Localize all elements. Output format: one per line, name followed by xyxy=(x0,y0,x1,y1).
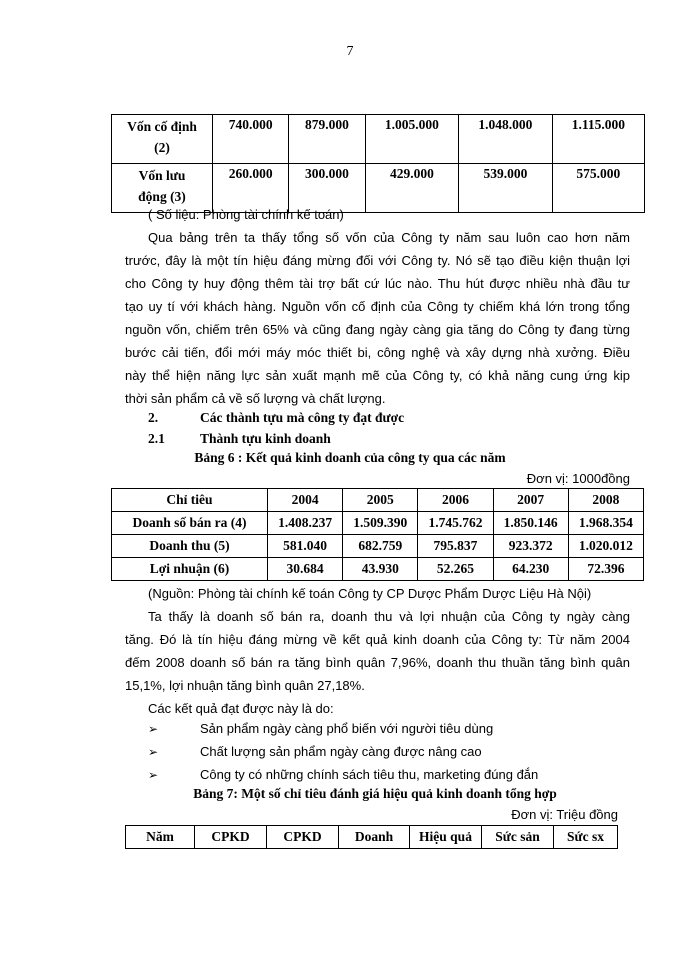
subsection-heading: Thành tựu kinh doanh xyxy=(200,431,331,446)
table-row xyxy=(112,115,645,164)
paragraph-line: 15,1%, lợi nhuận tăng bình quân 27,18%. xyxy=(125,678,365,693)
list-item: Chất lượng sản phẩm ngày càng được nâng cao xyxy=(200,744,482,759)
table-cell: 30.684 xyxy=(268,558,343,581)
table-cell: 1.509.390 xyxy=(343,512,418,535)
arrow-bullet-icon: ➢ xyxy=(148,745,159,759)
business-results-table xyxy=(111,488,644,581)
paragraph-line: này thể hiện năng lực sản xuất mạnh mẽ của Công ty, có khả năng cung ứng kip xyxy=(125,368,630,383)
table-cell: 575.000 xyxy=(552,164,644,213)
column-header: Sức sx xyxy=(554,826,618,849)
table-cell: 1.005.000 xyxy=(365,115,459,164)
table-header-row xyxy=(112,489,644,512)
row-label: Vốn lưu động (3) xyxy=(112,164,213,213)
column-header: 2008 xyxy=(568,489,643,512)
table-cell: 740.000 xyxy=(213,115,289,164)
efficiency-table xyxy=(125,825,618,849)
column-header: Doanh xyxy=(339,826,410,849)
table-cell: 1.745.762 xyxy=(418,512,493,535)
paragraph-line: trước, đây là một tín hiệu đáng mừng đối với Công ty. Nó sẽ tạo điều kiện thuận lợi xyxy=(125,253,630,268)
table-header-row xyxy=(126,826,618,849)
paragraph-line: tăng. Đó là tín hiệu đáng mừng về kết quả kinh doanh của Công ty: Từ năm 2004 xyxy=(125,632,630,647)
column-header: CPKD xyxy=(267,826,339,849)
heading-number: 2. xyxy=(148,410,159,425)
list-item: Công ty có những chính sách tiêu thu, marketing đúng đắn xyxy=(200,767,539,782)
paragraph-line: tạo uy tí với khách hàng. Nguồn vốn cố định của Công ty chiếm khá lớn trong tổng xyxy=(125,299,630,314)
table-cell: 64.230 xyxy=(493,558,568,581)
table-cell: 1.115.000 xyxy=(552,115,644,164)
column-header: Năm xyxy=(126,826,195,849)
table-cell: 300.000 xyxy=(289,164,365,213)
table-cell: 923.372 xyxy=(493,535,568,558)
paragraph-line: thời sản phẩm cả về số lượng và chất lượng. xyxy=(125,391,386,406)
column-header: 2005 xyxy=(343,489,418,512)
heading-number: 2.1 xyxy=(148,431,165,446)
table-cell: 43.930 xyxy=(343,558,418,581)
section-heading: Các thành tựu mà công ty đạt được xyxy=(200,410,405,425)
page-number: 7 xyxy=(346,44,354,59)
table-cell: 52.265 xyxy=(418,558,493,581)
results-intro: Các kết quả đạt được này là do: xyxy=(148,701,334,716)
column-header: Chỉ tiêu xyxy=(112,489,268,512)
table6-caption: Bảng 6 : Kết quả kinh doanh của công ty qua các năm xyxy=(194,450,506,465)
column-header: 2006 xyxy=(418,489,493,512)
paragraph-line: bước cải tiến, đổi mới máy móc thiết bi, công nghệ và xây dựng nhà xưởng. Điều xyxy=(125,345,630,360)
table-cell: 429.000 xyxy=(365,164,459,213)
capital-table xyxy=(111,114,645,213)
table-cell: 879.000 xyxy=(289,115,365,164)
paragraph-line: Ta thấy là doanh số bán ra, doanh thu và lợi nhuận của Công ty ngày càng xyxy=(148,609,630,624)
row-label: Vốn cố định (2) xyxy=(112,115,213,164)
table-cell: 1.850.146 xyxy=(493,512,568,535)
table-cell: 72.396 xyxy=(568,558,643,581)
column-header: 2007 xyxy=(493,489,568,512)
table-cell: 581.040 xyxy=(268,535,343,558)
table-cell: 682.759 xyxy=(343,535,418,558)
table-cell: 260.000 xyxy=(213,164,289,213)
arrow-bullet-icon: ➢ xyxy=(148,722,159,736)
table-cell: 1.968.354 xyxy=(568,512,643,535)
table-cell: 539.000 xyxy=(459,164,553,213)
arrow-bullet-icon: ➢ xyxy=(148,768,159,782)
table1-source: ( Số liệu: Phòng tài chính kế toán) xyxy=(148,207,344,222)
paragraph-line: Qua bảng trên ta thấy tổng số vốn của Công ty năm sau luôn cao hơn năm xyxy=(148,230,630,245)
column-header: Hiệu quả xyxy=(410,826,482,849)
column-header: Sức sản xyxy=(482,826,554,849)
row-label: Doanh thu (5) xyxy=(112,535,268,558)
table-cell: 1.048.000 xyxy=(459,115,553,164)
column-header: 2004 xyxy=(268,489,343,512)
paragraph-line: đếm 2008 doanh số bán ra tăng bình quân 7,96%, doanh thu thuần tăng bình quân xyxy=(125,655,630,670)
table-row xyxy=(112,535,644,558)
table6-unit: Đơn vị: 1000đồng xyxy=(526,471,630,486)
table-cell: 795.837 xyxy=(418,535,493,558)
table-cell: 1.408.237 xyxy=(268,512,343,535)
paragraph-line: cho Công ty huy động thêm tài trợ bất cứ lúc nào. Thu hút được nhiều nhà đầu tư xyxy=(125,276,630,291)
table-row xyxy=(112,512,644,535)
paragraph-line: nguồn vốn, chiếm trên 65% và cũng đang ngày càng gia tăng do Công ty đang từng xyxy=(125,322,630,337)
table-row xyxy=(112,558,644,581)
row-label: Lợi nhuận (6) xyxy=(112,558,268,581)
table7-unit: Đơn vị: Triệu đồng xyxy=(511,807,618,822)
row-label: Doanh số bán ra (4) xyxy=(112,512,268,535)
table-cell: 1.020.012 xyxy=(568,535,643,558)
column-header: CPKD xyxy=(195,826,267,849)
table7-caption: Bảng 7: Một số chỉ tiêu đánh giá hiệu quả kinh doanh tổng hợp xyxy=(193,786,557,801)
table6-source: (Nguồn: Phòng tài chính kế toán Công ty CP Dược Phẩm Dược Liệu Hà Nội) xyxy=(148,586,592,601)
list-item: Sản phẩm ngày càng phổ biến với người tiêu dùng xyxy=(200,721,494,736)
